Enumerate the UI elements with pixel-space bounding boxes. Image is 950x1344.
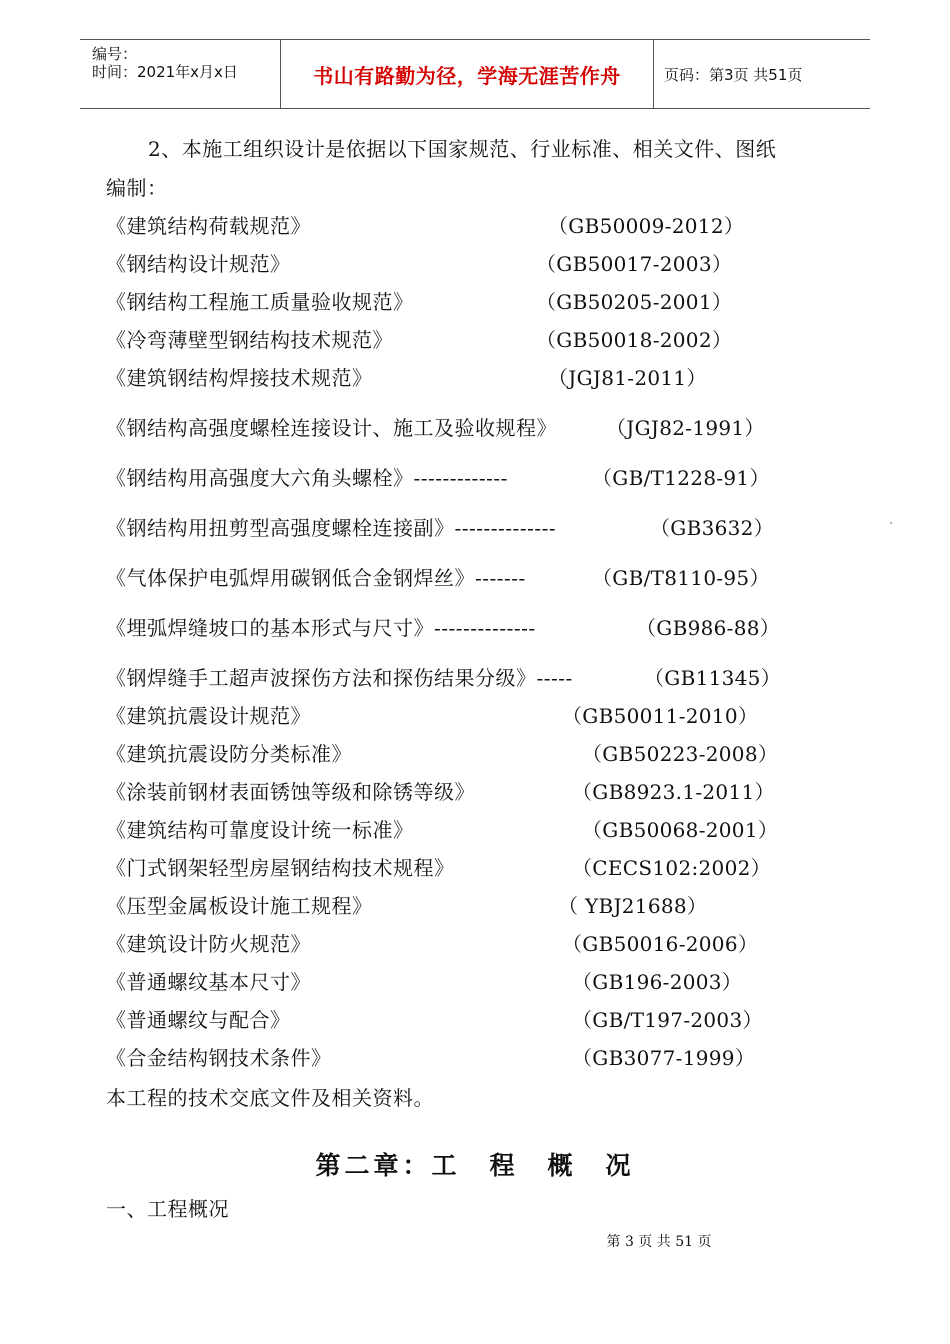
standard-title: 《合金结构钢技术条件》 — [106, 1046, 332, 1070]
standard-row — [106, 248, 756, 278]
intro-line-1: 2、本施工组织设计是依据以下国家规范、行业标准、相关文件、图纸 — [148, 137, 777, 161]
standard-title: 《建筑抗震设计规范》 — [106, 704, 311, 728]
standard-row — [106, 362, 756, 392]
standard-title: 《建筑结构可靠度设计统一标准》 — [106, 818, 414, 842]
standard-title: 《普通螺纹基本尺寸》 — [106, 970, 311, 994]
standard-code: （GB50018-2002） — [536, 328, 733, 352]
standard-title: 《钢结构用高强度大六角头螺栓》------------- — [106, 466, 508, 490]
standard-row — [106, 814, 779, 844]
standard-title: 《压型金属板设计施工规程》 — [106, 894, 373, 918]
standard-title: 《钢结构设计规范》 — [106, 252, 291, 276]
standard-code: （GB3632） — [650, 516, 774, 540]
standard-code: （GB50205-2001） — [536, 290, 733, 314]
standard-code: （GB11345） — [644, 666, 781, 690]
standard-code: （GB50068-2001） — [582, 818, 779, 842]
standard-row — [106, 324, 756, 354]
standard-code: （ YBJ21688） — [558, 894, 708, 918]
standard-code: （GB/T197-2003） — [572, 1008, 763, 1032]
standard-title: 《建筑钢结构焊接技术规范》 — [106, 366, 373, 390]
standard-row — [106, 462, 770, 492]
standard-code: （GB50223-2008） — [582, 742, 779, 766]
intro-line-2: 编制： — [106, 176, 168, 200]
standard-code: （JGJ81-2011） — [548, 366, 707, 390]
standard-code: （CECS102:2002） — [572, 856, 771, 880]
standard-row — [106, 776, 775, 806]
standard-row — [106, 512, 774, 542]
page-footer: 第 3 页 共 51 页 — [606, 1234, 712, 1250]
standard-code: （GB3077-1999） — [572, 1046, 756, 1070]
standard-row — [106, 412, 765, 442]
standard-title: 《建筑设计防火规范》 — [106, 932, 311, 956]
closing-line: 本工程的技术交底文件及相关资料。 — [106, 1086, 434, 1110]
chapter-title: 第二章：工 程 概 况 — [315, 1151, 635, 1180]
standard-code: （GB196-2003） — [572, 970, 743, 994]
header-table — [80, 39, 870, 109]
standard-row — [106, 852, 771, 882]
document-date: 时间：2021年x月x日 — [92, 63, 238, 81]
standard-title: 《门式钢架轻型房屋钢结构技术规程》 — [106, 856, 455, 880]
standard-title: 《气体保护电弧焊用碳钢低合金钢焊丝》------- — [106, 566, 526, 590]
standard-code: （GB/T8110-95） — [592, 566, 770, 590]
standard-title: 《建筑结构荷载规范》 — [106, 214, 311, 238]
standard-code: （GB50017-2003） — [536, 252, 733, 276]
standard-title: 《钢结构高强度螺栓连接设计、施工及验收规程》 — [106, 416, 557, 440]
standard-title: 《埋弧焊缝坡口的基本形式与尺寸》-------------- — [106, 616, 536, 640]
header-meta-cell — [80, 40, 281, 108]
standard-title: 《涂装前钢材表面锈蚀等级和除锈等级》 — [106, 780, 475, 804]
standard-row — [106, 662, 781, 692]
standard-row — [106, 210, 756, 240]
standard-code: （JGJ82-1991） — [606, 416, 765, 440]
header-motto-cell — [281, 40, 654, 108]
standard-row — [106, 1004, 763, 1034]
header-page-info: 页码：第3页 共51页 — [664, 65, 803, 84]
document-number: 编号： — [92, 45, 138, 63]
standard-row — [106, 562, 770, 592]
standard-code: （GB50016-2006） — [562, 932, 759, 956]
standard-code: （GB50011-2010） — [562, 704, 759, 728]
margin-dot — [890, 522, 892, 524]
header-page-cell — [654, 40, 870, 108]
standard-code: （GB/T1228-91） — [592, 466, 770, 490]
standard-row — [106, 966, 756, 996]
standard-title: 《建筑抗震设防分类标准》 — [106, 742, 352, 766]
standard-title: 《钢焊缝手工超声波探伤方法和探伤结果分级》----- — [106, 666, 573, 690]
standard-row — [106, 286, 756, 316]
standard-title: 《冷弯薄壁型钢结构技术规范》 — [106, 328, 393, 352]
section-title: 一、工程概况 — [106, 1197, 229, 1221]
standard-title: 《钢结构工程施工质量验收规范》 — [106, 290, 414, 314]
standard-title: 《钢结构用扭剪型高强度螺栓连接副》-------------- — [106, 516, 557, 540]
motto-text: 书山有路勤为径，学海无涯苦作舟 — [313, 63, 621, 88]
standard-row — [106, 928, 759, 958]
standard-code: （GB50009-2012） — [548, 214, 745, 238]
standard-row — [106, 612, 781, 642]
standard-row — [106, 738, 779, 768]
standard-row — [106, 700, 759, 730]
standard-row — [106, 890, 756, 920]
standard-code: （GB986-88） — [636, 616, 781, 640]
standard-code: （GB8923.1-2011） — [572, 780, 775, 804]
standard-title: 《普通螺纹与配合》 — [106, 1008, 291, 1032]
standard-row — [106, 1042, 756, 1072]
